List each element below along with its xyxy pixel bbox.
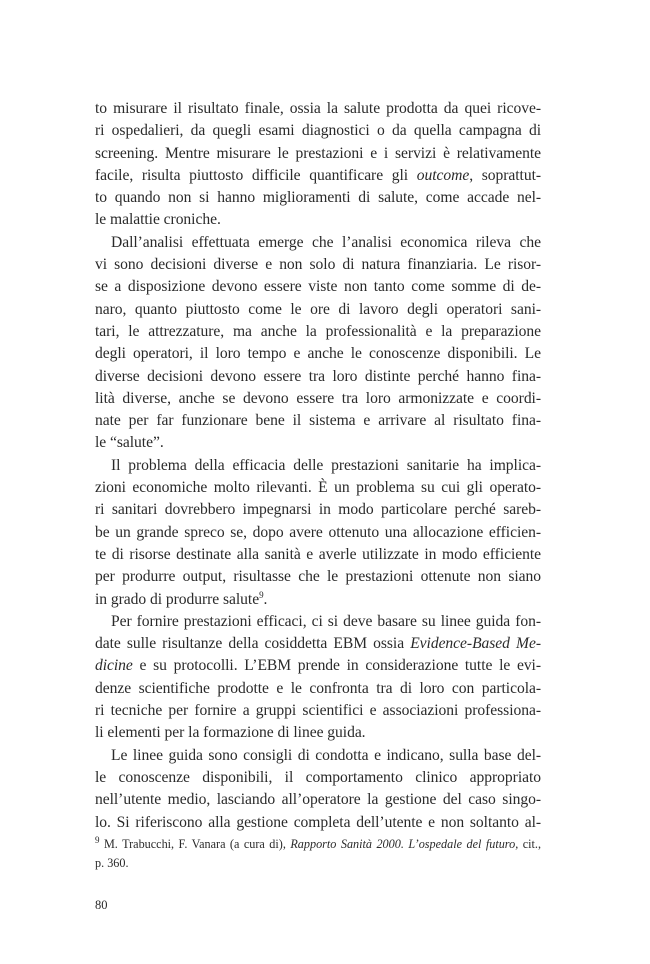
paragraph-start: Per fornire prestazioni efficaci, ci si deve basare su linee guida fon- [111, 612, 541, 630]
italic-term: dicine [95, 657, 133, 675]
italic-term: Evidence-Based Me- [410, 635, 541, 653]
text-line: to misurare il risultato finale, ossia la salute prodotta da quei ricove- [95, 100, 541, 117]
text-line: degli operatori, il loro tempo e anche le conoscenze disponibili. Le [95, 345, 541, 363]
text-line: be un grande spreco se, dopo avere ottenuto una allocazione efficien- [95, 523, 541, 541]
text-line: naro, quanto piuttosto come le ore di lavoro degli operatori sani- [95, 300, 541, 318]
text-line: to quando non si hanno miglioramenti di salute, come accade nel- [95, 189, 541, 207]
italic-term: outcome [416, 166, 470, 184]
text-line: zioni economiche molto rilevanti. È un problema su cui gli operato- [95, 479, 541, 497]
text-line: ri tecniche per fornire a gruppi scientifici e associazioni professiona- [95, 702, 541, 720]
text-line: facile, risulta piuttosto difficile quantificare gli outcome, soprattut- [95, 166, 541, 184]
text-line: per produrre output, risultasse che le prestazioni ottenute non siano [95, 568, 541, 586]
page-number: 80 [95, 898, 108, 912]
text-line: te di risorse destinate alla sanità e averle utilizzate in modo efficiente [95, 545, 541, 563]
text-line: se a disposizione devono essere viste non tanto come somme di de- [95, 278, 541, 296]
text-line: lità diverse, anche se devono essere tra loro armonizzate e coordi- [95, 389, 541, 407]
text-line: nell’utente medio, lasciando all’operatore la gestione del caso singo- [95, 791, 541, 809]
text-line: nate per far funzionare bene il sistema e arrivare al risultato fina- [95, 412, 541, 430]
paragraph-start: Le linee guida sono consigli di condotta e indicano, sulla base del- [111, 746, 541, 764]
body-text [95, 98, 541, 834]
text-line: in grado di produrre salute$^9$. [95, 589, 268, 608]
text-line: le malattie croniche. [95, 211, 221, 229]
footnote-number: 9 [95, 834, 100, 845]
paragraph-start: Il problema della efficacia delle prestazioni sanitarie ha implica- [111, 456, 541, 474]
text-line: dicine e su protocolli. L’EBM prende in considerazione tutte le evi- [95, 657, 541, 675]
text-line: screening. Mentre misurare le prestazioni e i servizi è relativamente [95, 144, 541, 162]
text-line: date sulle risultanze della cosiddetta EBM ossia Evidence-Based Me- [95, 635, 541, 653]
text-line: le conoscenze disponibili, il comportamento clinico appropriato [95, 768, 541, 786]
text-line: ri sanitari dovrebbero impegnarsi in modo particolare perché sareb- [95, 501, 541, 519]
text-line: denze scientifiche prodotte e le confronta tra di loro con particola- [95, 679, 541, 697]
text-line: li elementi per la formazione di linee guida. [95, 724, 366, 742]
text-line: tari, le attrezzature, ma anche la professionalità e la preparazione [95, 322, 541, 340]
footnote [95, 835, 541, 873]
paragraph-start: Dall’analisi effettuata emerge che l’analisi economica rileva che [111, 233, 541, 251]
footnote-line: $^9$ M. Trabucchi, F. Vanara (a cura di), Rapporto Sanità 2000. L’ospedale del futuro, cit., [95, 834, 541, 851]
footnote-line: p. 360. [95, 856, 129, 870]
text-line: ri ospedalieri, da quegli esami diagnostici o da quella campagna di [95, 122, 541, 140]
text-line: diverse decisioni devono essere tra loro distinte perché hanno fina- [95, 367, 541, 385]
text-line: lo. Si riferiscono alla gestione completa dell’utente e non soltanto al- [95, 813, 541, 831]
text-line: le “salute”. [95, 434, 164, 452]
footnote-title: Rapporto Sanità 2000. L’ospedale del futuro, [290, 837, 519, 851]
footnote-ref: 9 [259, 589, 264, 600]
text-line: vi sono decisioni diverse e non solo di natura finanziaria. Le risor- [95, 256, 541, 274]
